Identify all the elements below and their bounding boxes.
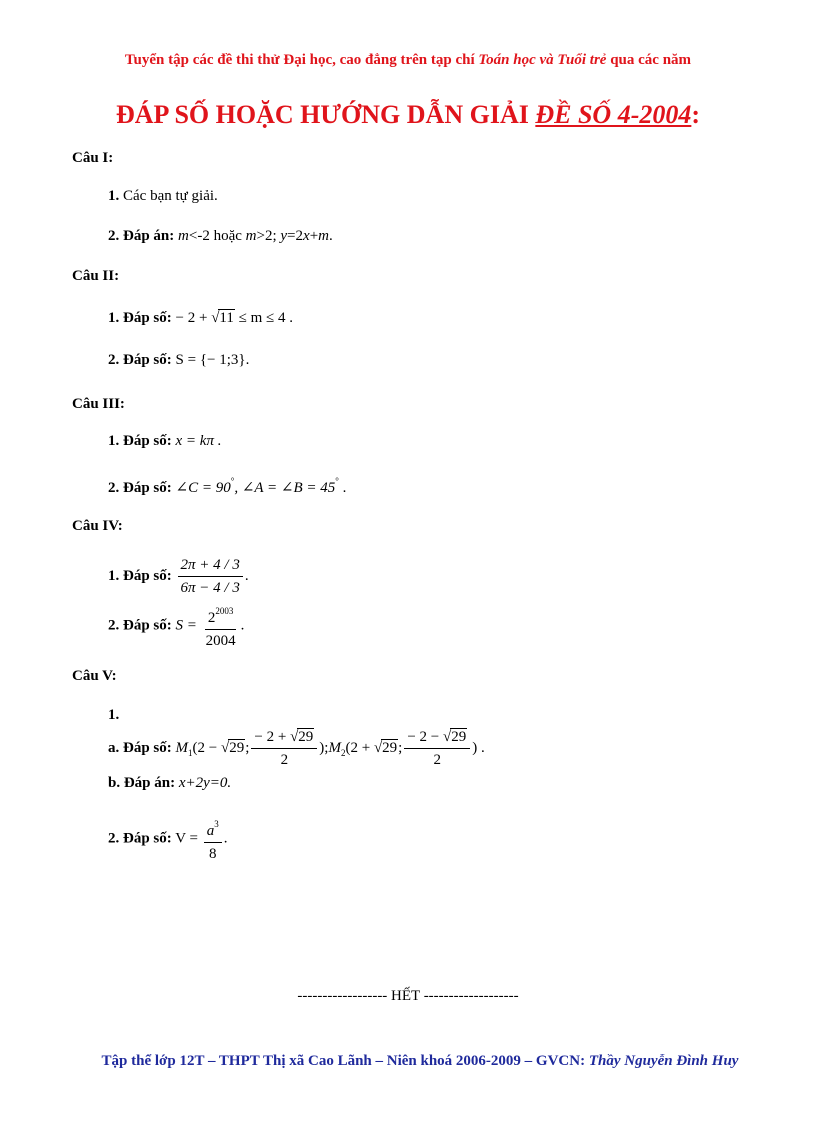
s3-item-1 <box>108 433 221 450</box>
radicand: 29 <box>451 729 467 745</box>
s1-text: + <box>309 228 319 244</box>
s4-item-2 <box>108 602 244 650</box>
s5-p2-label: Đáp số: <box>123 830 172 847</box>
s5-a-label: Đáp số: <box>123 739 172 756</box>
s5-part-2 <box>108 815 228 863</box>
sqrt-sign: √ <box>373 739 383 756</box>
s5-item-b <box>108 775 231 792</box>
sqrt-sign: √ <box>290 729 299 745</box>
s1-item-2-label: Đáp án: <box>123 228 175 244</box>
page-title <box>0 100 816 130</box>
numerator <box>205 602 237 630</box>
s5-expr: − 2 + <box>254 729 291 745</box>
s2-item-1-num: 1. <box>108 310 120 326</box>
s1-item-2 <box>108 228 333 245</box>
s5-expr: ) . <box>472 739 485 756</box>
section-heading-1: Câu I: <box>72 150 114 166</box>
s5-expr: ); <box>319 739 329 756</box>
s3-expr: . <box>338 480 347 496</box>
section-heading-2: Câu II: <box>72 268 120 284</box>
punct: . <box>244 567 249 584</box>
footer-text: Tập thể lớp 12T – THPT Thị xã Cao Lãnh – Niên khoá 2006-2009 – GVCN: <box>101 1053 589 1069</box>
fraction <box>204 815 222 863</box>
s2-expr: S = {− 1;3}. <box>171 352 250 368</box>
radicand: 29 <box>229 739 245 756</box>
denominator: 8 <box>209 846 217 862</box>
degree-sign: ° <box>335 476 339 486</box>
title-main: ĐÁP SỐ HOẶC HƯỚNG DẪN GIẢI <box>115 100 536 129</box>
s1-var: y <box>280 228 288 244</box>
s4-item-1-num: 1. <box>108 567 120 584</box>
sqrt-sign: √ <box>220 739 230 756</box>
point-m1: M <box>175 739 189 756</box>
base: a <box>206 823 215 839</box>
s5-a-num: a. <box>108 739 120 756</box>
s4-item-1 <box>108 556 249 597</box>
s3-item-2 <box>108 476 346 497</box>
s3-expr: , ∠A = ∠B = 45 <box>234 480 336 496</box>
s3-item-2-num: 2. <box>108 480 120 496</box>
title-exam: ĐỀ SỐ 4-2004 <box>535 100 692 129</box>
radicand: 29 <box>382 739 398 756</box>
numerator <box>404 728 470 749</box>
denominator: 2 <box>280 752 289 768</box>
s1-text: =2 <box>287 228 304 244</box>
s4-item-2-label: Đáp số: <box>123 617 172 634</box>
section-heading-3: Câu III: <box>72 396 125 412</box>
fraction <box>203 602 239 650</box>
s5-item-a <box>108 728 485 769</box>
s2-item-2-label: Đáp số: <box>123 352 172 368</box>
page-header <box>0 52 816 69</box>
page-footer <box>0 1053 816 1070</box>
s1-var: x <box>303 228 310 244</box>
title-colon: : <box>691 100 701 129</box>
s2-item-2-num: 2. <box>108 352 120 368</box>
s1-text: <-2 hoặc <box>188 228 246 244</box>
numerator <box>251 728 317 749</box>
s3-expr: ∠C = 90 <box>175 480 231 496</box>
s1-text: . <box>329 228 333 244</box>
s5-part-1: 1. <box>108 707 120 723</box>
s5-expr: − 2 − <box>407 729 444 745</box>
subscript: 1 <box>188 747 193 758</box>
footer-teacher: Thầy Nguyễn Đình Huy <box>588 1053 739 1069</box>
s5-expr: (2 − <box>192 739 221 756</box>
s2-item-2 <box>108 352 249 369</box>
subscript: 2 <box>340 747 346 758</box>
base: 2 <box>207 610 216 626</box>
s5-p2-num: 2. <box>108 830 120 847</box>
sqrt-sign: √ <box>211 310 220 326</box>
s1-item-1 <box>108 188 218 205</box>
s1-var: m <box>318 228 329 244</box>
s2-expr: ≤ m ≤ 4 . <box>234 310 294 326</box>
fraction <box>404 728 470 769</box>
s4-item-1-label: Đáp số: <box>123 567 172 584</box>
radicand: 29 <box>298 729 314 745</box>
s5-expr: ; <box>245 739 250 756</box>
s1-item-1-num: 1. <box>108 188 120 204</box>
end-marker: ------------------ HẾT ------------------- <box>297 988 519 1004</box>
header-prefix: Tuyển tập các đề thi thử Đại học, cao đẳng trên tạp chí <box>124 52 479 68</box>
s5-b-expr: x+2y=0. <box>178 775 232 791</box>
s1-var: m <box>245 228 257 244</box>
denominator: 2004 <box>205 633 236 649</box>
exponent: 2003 <box>215 606 234 616</box>
s3-item-2-label: Đáp số: <box>123 480 172 496</box>
punct: . <box>223 830 228 847</box>
s1-text: >2; <box>256 228 281 244</box>
s4-lhs: S = <box>175 617 197 634</box>
header-magazine: Toán học và Tuổi trẻ <box>478 52 607 68</box>
s5-b-label: Đáp án: <box>123 775 176 791</box>
s1-item-2-num: 2. <box>108 228 120 244</box>
numerator <box>204 815 222 843</box>
s5-expr: (2 + <box>345 739 374 756</box>
denominator: 2 <box>433 752 442 768</box>
s5-expr: ; <box>398 739 403 756</box>
s5-b-num: b. <box>108 775 121 791</box>
denominator: 6π − 4 / 3 <box>180 580 240 596</box>
s2-expr: − 2 + <box>171 310 212 326</box>
fraction <box>178 556 243 597</box>
header-suffix: qua các năm <box>606 52 692 68</box>
degree-sign: ° <box>230 476 235 486</box>
s4-item-2-num: 2. <box>108 617 120 634</box>
section-heading-5: Câu V: <box>72 668 117 684</box>
point-m2: M <box>328 739 341 756</box>
s3-expr: x = kπ . <box>175 433 222 449</box>
s2-item-1 <box>108 310 293 327</box>
fraction <box>251 728 317 769</box>
s3-item-1-num: 1. <box>108 433 120 449</box>
s1-item-1-text: Các bạn tự giải. <box>123 188 218 204</box>
sqrt-sign: √ <box>443 729 452 745</box>
s1-var: m <box>178 228 189 244</box>
s2-radicand: 11 <box>219 310 234 326</box>
numerator: 2π + 4 / 3 <box>178 556 243 577</box>
s5-p2-lhs: V = <box>175 830 199 847</box>
punct: . <box>240 617 245 634</box>
section-heading-4: Câu IV: <box>72 518 123 534</box>
exponent: 3 <box>214 819 219 829</box>
s3-item-1-label: Đáp số: <box>123 433 172 449</box>
s2-item-1-label: Đáp số: <box>123 310 172 326</box>
